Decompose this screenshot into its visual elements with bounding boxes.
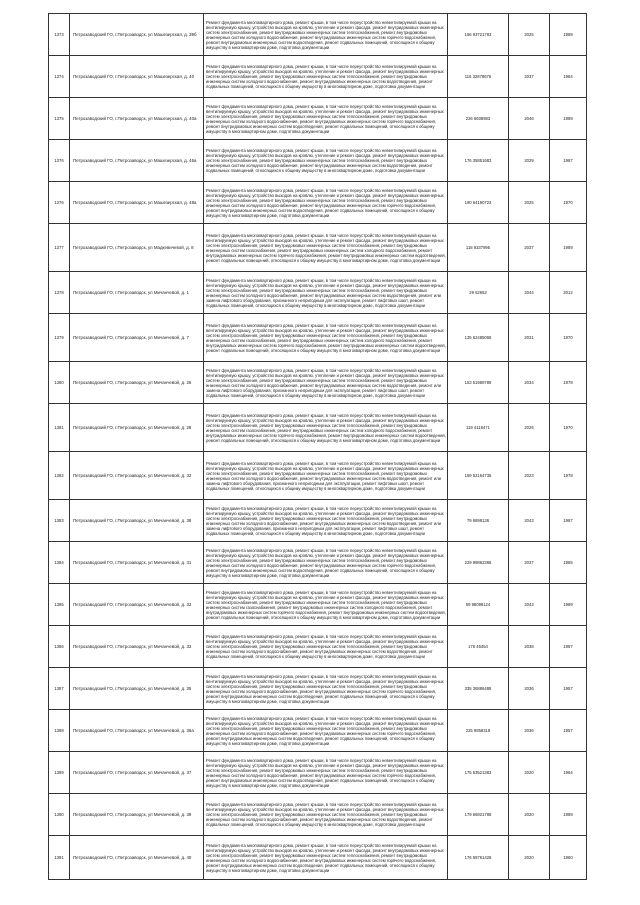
works-cell: Ремонт фундамента многоквартирного дома, ремонт крыши, в том числе переустройство невентилируемой крыши на вентилируемую крышу, устройство выходов на кровлю, утепление и ремонт фасада, ремонт внутридомовых инженерных систем электроснабжения, ремонт внутридомовых инженерных систем теплоснабжения, ремонт внутридомовых инженерных систем холодного водоснабжения, ремонт внутридомовых инженерных систем горячего водоснабжения, ремонт внутридомовых инженерных систем водоотведения, ремонт подвальных помещений, относящихся к общему имуществу в многоквартирном доме, подготовка документации [204, 542, 448, 584]
row-number: 1376 [49, 140, 70, 182]
table-row [49, 98, 587, 140]
built-year-cell: 1987 [550, 500, 587, 542]
plan-year-cell: 2037 [509, 224, 550, 272]
works-cell: Ремонт фундамента многоквартирного дома, ремонт крыши, в том числе переустройство невентилируемой крыши на вентилируемую крышу, устройство выходов на кровлю, утепление и ремонт фасада, ремонт внутридомовых инженерных систем электроснабжения, ремонт внутридомовых инженерных систем теплоснабжения, ремонт внутридомовых инженерных систем холодного водоснабжения, ремонт внутридомовых инженерных систем водоотведения, ремонт или замена лифтового оборудования, признанного непригодным для эксплуатации, ремонт лифтовых шахт, ремонт подвальных помещений, относящихся к общему имуществу в многоквартирном доме, подготовка документации [204, 452, 448, 500]
works-cell: Ремонт фундамента многоквартирного дома, ремонт крыши, в том числе переустройство невентилируемой крыши на вентилируемую крышу, устройство выходов на кровлю, утепление и ремонт фасада, ремонт внутридомовых инженерных систем электроснабжения, ремонт внутридомовых инженерных систем теплоснабжения, ремонт внутридомовых инженерных систем холодного водоснабжения, ремонт внутридомовых инженерных систем горячего водоснабжения, ремонт внутридомовых инженерных систем водоотведения, ремонт подвальных помещений, относящихся к общему имуществу в многоквартирном доме, подготовка документации [204, 668, 448, 710]
built-year-cell: 1978 [550, 362, 587, 404]
works-cell: Ремонт фундамента многоквартирного дома, ремонт крыши, в том числе переустройство невентилируемой крыши на вентилируемую крышу, устройство выходов на кровлю, утепление и ремонт фасада, ремонт внутридомовых инженерных систем электроснабжения, ремонт внутридомовых инженерных систем теплоснабжения, ремонт внутридомовых инженерных систем газоснабжения, ремонт внутридомовых инженерных систем холодного водоснабжения, ремонт внутридомовых инженерных систем горячего водоснабжения, ремонт внутридомовых инженерных систем водоотведения, ремонт подвальных помещений, относящихся к общему имуществу в многоквартирном доме, подготовка документации [204, 314, 448, 362]
address-cell: Петрозаводский ГО, г.Петрозаводск, ул Мичанчевой, д. 36а [70, 710, 204, 752]
built-year-cell: 1970 [550, 314, 587, 362]
address-cell: Петрозаводский ГО, г.Петрозаводск, ул Мичанчевой, д. 26 [70, 362, 204, 404]
works-cell: Ремонт фундамента многоквартирного дома, ремонт крыши, в том числе переустройство невентилируемой крыши на вентилируемую крышу, устройство выходов на кровлю, утепление и ремонт фасада, ремонт внутридомовых инженерных систем электроснабжения, ремонт внутридомовых инженерных систем теплоснабжения, ремонт внутридомовых инженерных систем газоснабжения, ремонт внутридомовых инженерных систем холодного водоснабжения, ремонт внутридомовых инженерных систем горячего водоснабжения, ремонт внутридомовых инженерных систем водоотведения, ремонт подвальных помещений, относящихся к общему имуществу в многоквартирном доме, подготовка документации [204, 584, 448, 626]
row-number: 1375 [49, 98, 70, 140]
row-number: 1384 [49, 542, 70, 584]
cost-cell: 153 51989789 [448, 362, 509, 404]
table-row [49, 224, 587, 272]
plan-year-cell: 2029 [509, 140, 550, 182]
built-year-cell: 1989 [550, 584, 587, 626]
address-cell: Петрозаводский ГО, г.Петрозаводск, ул Мичанчевой, д. 32 [70, 584, 204, 626]
row-number: 1378 [49, 272, 70, 314]
row-number: 1374 [49, 56, 70, 98]
plan-year-cell: 2044 [509, 272, 550, 314]
plan-year-cell: 2036 [509, 668, 550, 710]
table-row [49, 794, 587, 836]
row-number: 1383 [49, 500, 70, 542]
address-cell: Петрозаводский ГО, г.Петрозаводск, ул Мичанчевой, д. 35 [70, 668, 204, 710]
works-cell: Ремонт фундамента многоквартирного дома, ремонт крыши, в том числе переустройство невентилируемой крыши на вентилируемую крышу, устройство выходов на кровлю, утепление и ремонт фасада, ремонт внутридомовых инженерных систем электроснабжения, ремонт внутридомовых инженерных систем теплоснабжения, ремонт внутридомовых инженерных систем холодного водоснабжения, ремонт внутридомовых инженерных систем водоотведения, ремонт подвальных помещений, относящихся к общему имуществу в многоквартирном доме, подготовка документации [204, 626, 448, 668]
row-number: 1376 [49, 182, 70, 224]
table-row [49, 668, 587, 710]
address-cell: Петрозаводский ГО, г.Петрозаводск, ул Мичанчевой, д. 31 [70, 542, 204, 584]
works-cell: Ремонт фундамента многоквартирного дома, ремонт крыши, в том числе переустройство невентилируемой крыши на вентилируемую крышу, устройство выходов на кровлю, утепление и ремонт фасада, ремонт внутридомовых инженерных систем электроснабжения, ремонт внутридомовых инженерных систем теплоснабжения, ремонт внутридомовых инженерных систем холодного водоснабжения, ремонт внутридомовых инженерных систем водоотведения, ремонт подвальных помещений, относящихся к общему имуществу в многоквартирном доме, подготовка документации [204, 140, 448, 182]
works-cell: Ремонт фундамента многоквартирного дома, ремонт крыши, в том числе переустройство невентилируемой крыши на вентилируемую крышу, устройство выходов на кровлю, утепление и ремонт фасада, ремонт внутридомовых инженерных систем электроснабжения, ремонт внутридомовых инженерных систем теплоснабжения, ремонт внутридомовых инженерных систем холодного водоснабжения, ремонт внутридомовых инженерных систем водоотведения, ремонт или замена лифтового оборудования, признанного непригодным для эксплуатации, ремонт лифтовых шахт, ремонт подвальных помещений, относящихся к общему имуществу в многоквартирном доме, подготовка документации [204, 362, 448, 404]
built-year-cell: 1984 [550, 56, 587, 98]
cost-cell: 229 99862366 [448, 542, 509, 584]
works-cell: Ремонт фундамента многоквартирного дома, ремонт крыши, в том числе переустройство невентилируемой крыши на вентилируемую крышу, устройство выходов на кровлю, утепление и ремонт фасада, ремонт внутридомовых инженерных систем электроснабжения, ремонт внутридомовых инженерных систем теплоснабжения, ремонт внутридомовых инженерных систем холодного водоснабжения, ремонт внутридомовых инженерных систем горячего водоснабжения, ремонт внутридомовых инженерных систем водоотведения, ремонт подвальных помещений, относящихся к общему имуществу в многоквартирном доме, подготовка документации [204, 98, 448, 140]
table-row [49, 752, 587, 794]
table-row [49, 182, 587, 224]
row-number: 1385 [49, 584, 70, 626]
works-cell: Ремонт фундамента многоквартирного дома, ремонт крыши, в том числе переустройство невентилируемой крыши на вентилируемую крышу, устройство выходов на кровлю, утепление и ремонт фасада, ремонт внутридомовых инженерных систем электроснабжения, ремонт внутридомовых инженерных систем теплоснабжения, ремонт внутридомовых инженерных систем холодного водоснабжения, ремонт внутридомовых инженерных систем водоотведения, ремонт или замена лифтового оборудования, признанного непригодным для эксплуатации, ремонт лифтовых шахт, ремонт подвальных помещений, относящихся к общему имуществу в многоквартирном доме, подготовка документации [204, 272, 448, 314]
built-year-cell: 1970 [550, 404, 587, 452]
built-year-cell: 1987 [550, 140, 587, 182]
built-year-cell: 1989 [550, 794, 587, 836]
works-cell: Ремонт фундамента многоквартирного дома, ремонт крыши, в том числе переустройство невентилируемой крыши на вентилируемую крышу, устройство выходов на кровлю, утепление и ремонт фасада, ремонт внутридомовых инженерных систем электроснабжения, ремонт внутридомовых инженерных систем теплоснабжения, ремонт внутридомовых инженерных систем холодного водоснабжения, ремонт внутридомовых инженерных систем горячего водоснабжения, ремонт внутридомовых инженерных систем водоотведения, ремонт подвальных помещений, относящихся к общему имуществу в многоквартирном доме, подготовка документации [204, 14, 448, 56]
cost-cell: 176 46454 [448, 626, 509, 668]
built-year-cell: 1957 [550, 710, 587, 752]
row-number: 1381 [49, 404, 70, 452]
cost-cell: 179 66921788 [448, 794, 509, 836]
built-year-cell: 1970 [550, 182, 587, 224]
table-row [49, 542, 587, 584]
address-cell: Петрозаводский ГО, г.Петрозаводск, ул Мичанчевой, д. 28 [70, 404, 204, 452]
table-row [49, 314, 587, 362]
row-number: 1391 [49, 836, 70, 880]
cost-cell: 79 6898136 [448, 500, 509, 542]
built-year-cell: 1965 [550, 542, 587, 584]
plan-year-cell: 2025 [509, 14, 550, 56]
built-year-cell: 1989 [550, 14, 587, 56]
table-row [49, 584, 587, 626]
works-cell: Ремонт фундамента многоквартирного дома, ремонт крыши, в том числе переустройство невентилируемой крыши на вентилируемую крышу, устройство выходов на кровлю, утепление и ремонт фасада, ремонт внутридомовых инженерных систем электроснабжения, ремонт внутридомовых инженерных систем теплоснабжения, ремонт внутридомовых инженерных систем холодного водоснабжения, ремонт внутридомовых инженерных систем горячего водоснабжения, ремонт внутридомовых инженерных систем водоотведения, ремонт подвальных помещений, относящихся к общему имуществу в многоквартирном доме, подготовка документации [204, 182, 448, 224]
works-cell: Ремонт фундамента многоквартирного дома, ремонт крыши, в том числе переустройство невентилируемой крыши на вентилируемую крышу, устройство выходов на кровлю, утепление и ремонт фасада, ремонт внутридомовых инженерных систем электроснабжения, ремонт внутридомовых инженерных систем теплоснабжения, ремонт внутридомовых инженерных систем холодного водоснабжения, ремонт внутридомовых инженерных систем горячего водоснабжения, ремонт внутридомовых инженерных систем водоотведения, ремонт подвальных помещений, относящихся к общему имуществу в многоквартирном доме, подготовка документации [204, 752, 448, 794]
cost-cell: 119 4118471 [448, 404, 509, 452]
plan-year-cell: 2043 [509, 500, 550, 542]
table-row [49, 710, 587, 752]
address-cell: Петрозаводский ГО, г.Петрозаводск, ул Мичанчевой, д. 1 [70, 272, 204, 314]
address-cell: Петрозаводский ГО, г.Петрозаводск, ул Мичанчевой, д. 32 [70, 452, 204, 500]
row-number: 1386 [49, 626, 70, 668]
built-year-cell: 1987 [550, 626, 587, 668]
row-number: 1390 [49, 794, 70, 836]
cost-cell: 118 9337995 [448, 224, 509, 272]
address-cell: Петрозаводский ГО, г.Петрозаводск, ул Машезерская, д. 40 [70, 56, 204, 98]
address-cell: Петрозаводский ГО, г.Петрозаводск, ул Машезерская, д. 46а [70, 140, 204, 182]
table-row [49, 626, 587, 668]
plan-year-cell: 2020 [509, 794, 550, 836]
cost-cell: 135 62485068 [448, 314, 509, 362]
plan-year-cell: 2036 [509, 710, 550, 752]
plan-year-cell: 2037 [509, 542, 550, 584]
address-cell: Петрозаводский ГО, г.Петрозаводск, ул Машезерская, д. 40а [70, 98, 204, 140]
table-row [49, 836, 587, 880]
table-row [49, 272, 587, 314]
address-cell: Петрозаводский ГО, г.Петрозаводск, ул Мичанчевой, д. 38 [70, 500, 204, 542]
address-cell: Петрозаводский ГО, г.Петрозаводск, ул Машезерская, д. 48а [70, 182, 204, 224]
address-cell: Петрозаводский ГО, г.Петрозаводск, ул Машезерская, д. 39б [70, 14, 204, 56]
cost-cell: 156 93721783 [448, 14, 509, 56]
plan-year-cell: 2023 [509, 452, 550, 500]
cost-cell: 225 9858318 [448, 710, 509, 752]
plan-year-cell: 2031 [509, 314, 550, 362]
works-cell: Ремонт фундамента многоквартирного дома, ремонт крыши, в том числе переустройство невентилируемой крыши на вентилируемую крышу, устройство выходов на кровлю, утепление и ремонт фасада, ремонт внутридомовых инженерных систем электроснабжения, ремонт внутридомовых инженерных систем теплоснабжения, ремонт внутридомовых инженерных систем холодного водоснабжения, ремонт внутридомовых инженерных систем водоотведения, ремонт подвальных помещений, относящихся к общему имуществу в многоквартирном доме, подготовка документации [204, 56, 448, 98]
built-year-cell: 2012 [550, 272, 587, 314]
row-number: 1388 [49, 710, 70, 752]
works-cell: Ремонт фундамента многоквартирного дома, ремонт крыши, в том числе переустройство невентилируемой крыши на вентилируемую крышу, устройство выходов на кровлю, утепление и ремонт фасада, ремонт внутридомовых инженерных систем электроснабжения, ремонт внутридомовых инженерных систем теплоснабжения, ремонт внутридомовых инженерных систем холодного водоснабжения, ремонт внутридомовых инженерных систем водоотведения, ремонт или замена лифтового оборудования, признанного непригодным для эксплуатации, ремонт лифтовых шахт, ремонт подвальных помещений, относящихся к общему имуществу в многоквартирном доме, подготовка документации [204, 500, 448, 542]
plan-year-cell: 2043 [509, 584, 550, 626]
built-year-cell: 1964 [550, 752, 587, 794]
cost-cell: 190 64190723 [448, 182, 509, 224]
plan-year-cell: 2034 [509, 362, 550, 404]
cost-cell: 159 52164735 [448, 452, 509, 500]
built-year-cell: 1960 [550, 836, 587, 880]
row-number: 1379 [49, 314, 70, 362]
table-row [49, 14, 587, 56]
row-number: 1380 [49, 362, 70, 404]
built-year-cell: 1989 [550, 98, 587, 140]
works-cell: Ремонт фундамента многоквартирного дома, ремонт крыши, в том числе переустройство невентилируемой крыши на вентилируемую крышу, устройство выходов на кровлю, утепление и ремонт фасада, ремонт внутридомовых инженерных систем электроснабжения, ремонт внутридомовых инженерных систем теплоснабжения, ремонт внутридомовых инженерных систем газоснабжения, ремонт внутридомовых инженерных систем холодного водоснабжения, ремонт внутридомовых инженерных систем горячего водоснабжения, ремонт внутридомовых инженерных систем водоотведения, ремонт подвальных помещений, относящихся к общему имуществу в многоквартирном доме, подготовка документации [204, 404, 448, 452]
plan-year-cell: 2037 [509, 56, 550, 98]
row-number: 1382 [49, 452, 70, 500]
plan-year-cell: 2026 [509, 404, 550, 452]
row-number: 1387 [49, 668, 70, 710]
table-body [49, 14, 587, 880]
works-cell: Ремонт фундамента многоквартирного дома, ремонт крыши, в том числе переустройство невентилируемой крыши на вентилируемую крышу, устройство выходов на кровлю, утепление и ремонт фасада, ремонт внутридомовых инженерных систем электроснабжения, ремонт внутридомовых инженерных систем теплоснабжения, ремонт внутридомовых инженерных систем холодного водоснабжения, ремонт внутридомовых инженерных систем водоотведения, ремонт подвальных помещений, относящихся к общему имуществу в многоквартирном доме, подготовка документации [204, 794, 448, 836]
cost-cell: 175 53521383 [448, 752, 509, 794]
table-row [49, 452, 587, 500]
plan-year-cell: 2025 [509, 182, 550, 224]
plan-year-cell: 2046 [509, 98, 550, 140]
cost-cell: 116 32878676 [448, 56, 509, 98]
cost-cell: 226 6608983 [448, 98, 509, 140]
works-cell: Ремонт фундамента многоквартирного дома, ремонт крыши, в том числе переустройство невентилируемой крыши на вентилируемую крышу, устройство выходов на кровлю, утепление и ремонт фасада, ремонт внутридомовых инженерных систем электроснабжения, ремонт внутридомовых инженерных систем теплоснабжения, ремонт внутридомовых инженерных систем холодного водоснабжения, ремонт внутридомовых инженерных систем горячего водоснабжения, ремонт внутридомовых инженерных систем водоотведения, ремонт подвальных помещений, относящихся к общему имуществу в многоквартирном доме, подготовка документации [204, 836, 448, 880]
address-cell: Петрозаводский ГО, г.Петрозаводск, ул Мадкевичевой, д. 8 [70, 224, 204, 272]
cost-cell: 59 98098124 [448, 584, 509, 626]
row-number: 1377 [49, 224, 70, 272]
row-number: 1373 [49, 14, 70, 56]
works-cell: Ремонт фундамента многоквартирного дома, ремонт крыши, в том числе переустройство невентилируемой крыши на вентилируемую крышу, устройство выходов на кровлю, утепление и ремонт фасада, ремонт внутридомовых инженерных систем электроснабжения, ремонт внутридомовых инженерных систем теплоснабжения, ремонт внутридомовых инженерных систем газоснабжения, ремонт внутридомовых инженерных систем холодного водоснабжения, ремонт внутридомовых инженерных систем горячего водоснабжения, ремонт внутридомовых инженерных систем водоотведения, ремонт подвальных помещений, относящихся к общему имуществу в многоквартирном доме, подготовка документации [204, 224, 448, 272]
plan-year-cell: 2020 [509, 752, 550, 794]
table-row [49, 362, 587, 404]
cost-cell: 29 52653 [448, 272, 509, 314]
address-cell: Петрозаводский ГО, г.Петрозаводск, ул Мичанчевой, д. 40 [70, 836, 204, 880]
address-cell: Петрозаводский ГО, г.Петрозаводск, ул Мичанчевой, д. 39 [70, 794, 204, 836]
built-year-cell: 1957 [550, 668, 587, 710]
address-cell: Петрозаводский ГО, г.Петрозаводск, ул Мичанчевой, д. 37 [70, 752, 204, 794]
plan-year-cell: 2038 [509, 626, 550, 668]
built-year-cell: 1978 [550, 452, 587, 500]
table-row [49, 56, 587, 98]
plan-year-cell: 2020 [509, 836, 550, 880]
cost-cell: 176 58761428 [448, 836, 509, 880]
capital-repair-table [48, 13, 587, 880]
built-year-cell: 1989 [550, 224, 587, 272]
table-row [49, 404, 587, 452]
row-number: 1389 [49, 752, 70, 794]
table-row [49, 500, 587, 542]
cost-cell: 176 35851683 [448, 140, 509, 182]
cost-cell: 335 36886488 [448, 668, 509, 710]
address-cell: Петрозаводский ГО, г.Петрозаводск, ул Мичанчевой, д. 7 [70, 314, 204, 362]
works-cell: Ремонт фундамента многоквартирного дома, ремонт крыши, в том числе переустройство невентилируемой крыши на вентилируемую крышу, устройство выходов на кровлю, утепление и ремонт фасада, ремонт внутридомовых инженерных систем электроснабжения, ремонт внутридомовых инженерных систем теплоснабжения, ремонт внутридомовых инженерных систем холодного водоснабжения, ремонт внутридомовых инженерных систем горячего водоснабжения, ремонт внутридомовых инженерных систем водоотведения, ремонт подвальных помещений, относящихся к общему имуществу в многоквартирном доме, подготовка документации [204, 710, 448, 752]
address-cell: Петрозаводский ГО, г.Петрозаводск, ул Мичанчевой, д. 33 [70, 626, 204, 668]
table-row [49, 140, 587, 182]
